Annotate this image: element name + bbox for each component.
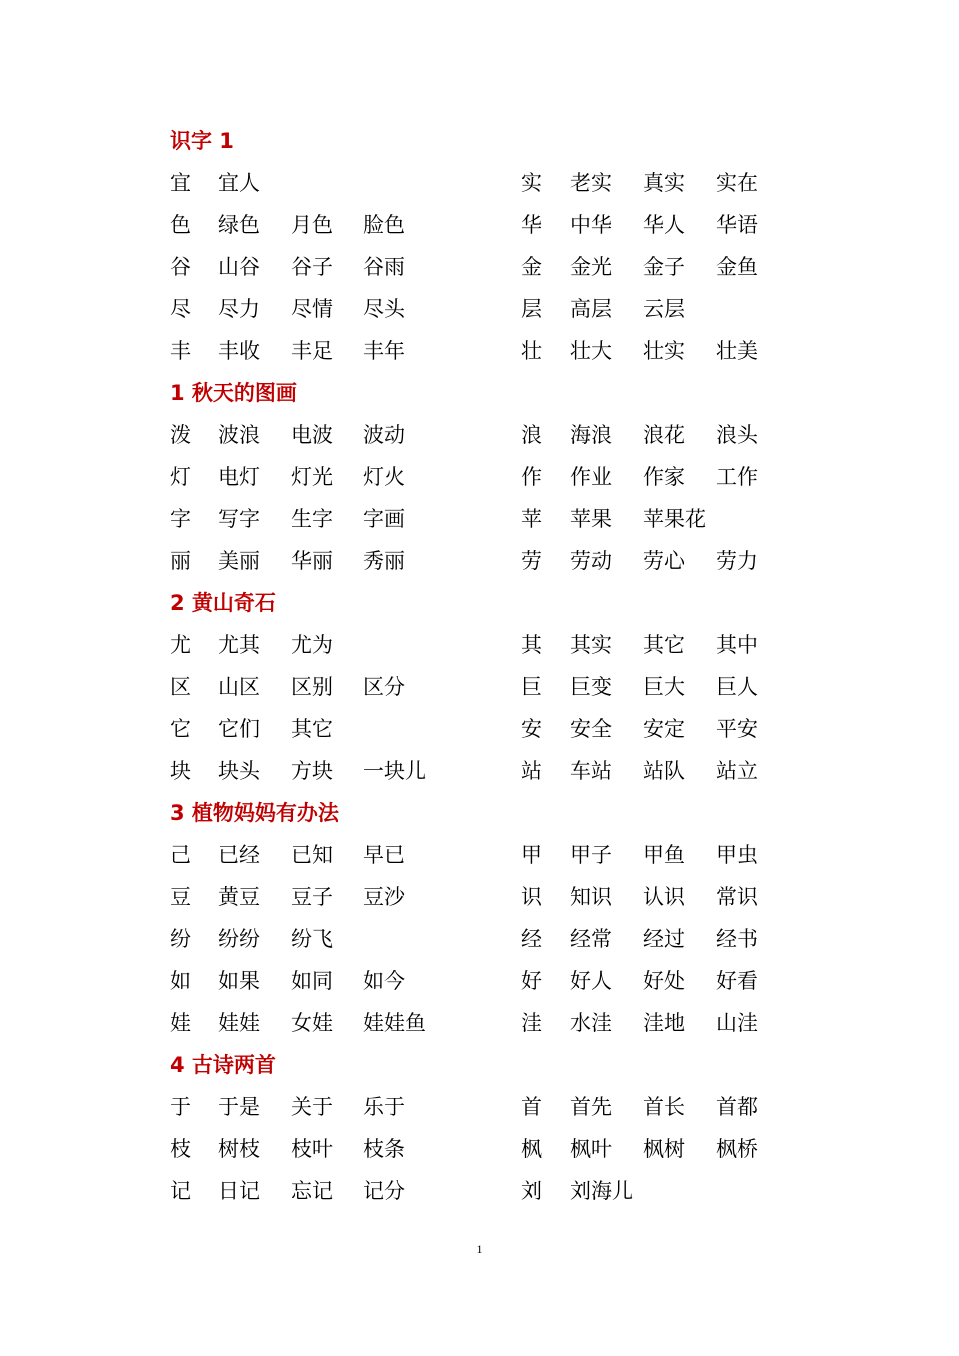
vocab-word: 首先 — [570, 1095, 612, 1119]
vocab-word: 尽头 — [363, 297, 405, 321]
vocab-word: 金子 — [643, 255, 685, 279]
vocab-word: 纷纷 — [218, 927, 260, 951]
vocab-word: 于是 — [218, 1095, 260, 1119]
vocab-word: 丰足 — [291, 339, 333, 363]
vocab-word: 如同 — [291, 969, 333, 993]
vocab-character: 刘 — [521, 1179, 542, 1203]
vocab-word: 区别 — [291, 675, 333, 699]
vocab-word: 乐于 — [363, 1095, 405, 1119]
vocab-word: 真实 — [643, 171, 685, 195]
vocab-word: 尤为 — [291, 633, 333, 657]
vocab-character: 娃 — [170, 1011, 191, 1035]
vocab-character: 作 — [521, 465, 542, 489]
vocab-word: 巨变 — [570, 675, 612, 699]
vocab-character: 记 — [170, 1179, 191, 1203]
vocab-word: 华人 — [643, 213, 685, 237]
vocab-character: 色 — [170, 213, 191, 237]
vocab-word: 好看 — [716, 969, 758, 993]
vocab-word: 知识 — [570, 885, 612, 909]
vocab-word: 树枝 — [218, 1137, 260, 1161]
vocab-word: 如果 — [218, 969, 260, 993]
vocab-word: 记分 — [363, 1179, 405, 1203]
vocab-character: 壮 — [521, 339, 542, 363]
vocab-word: 华丽 — [291, 549, 333, 573]
vocab-character: 丰 — [170, 339, 191, 363]
vocab-word: 方块 — [291, 759, 333, 783]
vocab-character: 丽 — [170, 549, 191, 573]
vocab-word: 绿色 — [218, 213, 260, 237]
vocab-word: 女娃 — [291, 1011, 333, 1035]
vocab-word: 站立 — [716, 759, 758, 783]
vocab-word: 尽情 — [291, 297, 333, 321]
vocab-word: 甲鱼 — [643, 843, 685, 867]
vocab-word: 苹果花 — [643, 507, 706, 531]
vocab-character: 于 — [170, 1095, 191, 1119]
vocab-character: 泼 — [170, 423, 191, 447]
vocab-word: 首都 — [716, 1095, 758, 1119]
vocab-word: 认识 — [643, 885, 685, 909]
vocab-word: 写字 — [218, 507, 260, 531]
vocab-word: 电波 — [291, 423, 333, 447]
vocab-word: 枝条 — [363, 1137, 405, 1161]
vocab-word: 其它 — [291, 717, 333, 741]
vocab-word: 老实 — [570, 171, 612, 195]
vocab-word: 电灯 — [218, 465, 260, 489]
vocab-character: 苹 — [521, 507, 542, 531]
vocab-word: 丰年 — [363, 339, 405, 363]
vocab-word: 如今 — [363, 969, 405, 993]
vocab-character: 实 — [521, 171, 542, 195]
vocab-word: 车站 — [570, 759, 612, 783]
vocab-word: 常识 — [716, 885, 758, 909]
vocab-word: 生字 — [291, 507, 333, 531]
vocab-character: 灯 — [170, 465, 191, 489]
vocab-word: 安全 — [570, 717, 612, 741]
vocab-word: 好人 — [570, 969, 612, 993]
vocab-word: 美丽 — [218, 549, 260, 573]
vocab-word: 秀丽 — [363, 549, 405, 573]
vocab-word: 作家 — [643, 465, 685, 489]
vocab-word: 山洼 — [716, 1011, 758, 1035]
vocab-word: 浪花 — [643, 423, 685, 447]
vocab-word: 华语 — [716, 213, 758, 237]
vocab-character: 好 — [521, 969, 542, 993]
vocab-character: 首 — [521, 1095, 542, 1119]
vocab-character: 经 — [521, 927, 542, 951]
vocab-character: 区 — [170, 675, 191, 699]
vocab-word: 经常 — [570, 927, 612, 951]
vocab-character: 金 — [521, 255, 542, 279]
vocab-word: 豆沙 — [363, 885, 405, 909]
vocab-word: 金光 — [570, 255, 612, 279]
section-heading: 2 黄山奇石 — [170, 591, 276, 615]
vocab-word: 灯光 — [291, 465, 333, 489]
vocab-word: 已知 — [291, 843, 333, 867]
vocab-word: 壮实 — [643, 339, 685, 363]
vocab-word: 站队 — [643, 759, 685, 783]
vocab-word: 已经 — [218, 843, 260, 867]
vocab-word: 枫桥 — [716, 1137, 758, 1161]
vocab-word: 巨大 — [643, 675, 685, 699]
vocab-word: 海浪 — [570, 423, 612, 447]
vocab-character: 其 — [521, 633, 542, 657]
vocab-word: 尤其 — [218, 633, 260, 657]
section-heading: 识字 1 — [170, 129, 234, 153]
vocab-character: 己 — [170, 843, 191, 867]
vocab-word: 忘记 — [291, 1179, 333, 1203]
vocab-word: 刘海儿 — [570, 1179, 633, 1203]
vocab-word: 波动 — [363, 423, 405, 447]
vocab-character: 块 — [170, 759, 191, 783]
vocab-word: 浪头 — [716, 423, 758, 447]
vocab-character: 巨 — [521, 675, 542, 699]
vocab-word: 工作 — [716, 465, 758, 489]
vocab-word: 劳心 — [643, 549, 685, 573]
vocab-character: 宜 — [170, 171, 191, 195]
vocab-word: 宜人 — [218, 171, 260, 195]
vocab-word: 关于 — [291, 1095, 333, 1119]
vocab-word: 娃娃鱼 — [363, 1011, 426, 1035]
vocab-character: 字 — [170, 507, 191, 531]
vocab-word: 云层 — [643, 297, 685, 321]
vocab-word: 山区 — [218, 675, 260, 699]
vocab-word: 枫树 — [643, 1137, 685, 1161]
vocab-word: 高层 — [570, 297, 612, 321]
vocab-word: 字画 — [363, 507, 405, 531]
vocab-character: 枝 — [170, 1137, 191, 1161]
vocab-word: 其它 — [643, 633, 685, 657]
vocab-word: 区分 — [363, 675, 405, 699]
vocab-character: 劳 — [521, 549, 542, 573]
vocab-word: 脸色 — [363, 213, 405, 237]
vocab-character: 豆 — [170, 885, 191, 909]
vocab-character: 纷 — [170, 927, 191, 951]
vocab-character: 如 — [170, 969, 191, 993]
vocab-word: 波浪 — [218, 423, 260, 447]
vocab-word: 其中 — [716, 633, 758, 657]
vocab-word: 谷雨 — [363, 255, 405, 279]
vocab-word: 枫叶 — [570, 1137, 612, 1161]
vocab-word: 甲子 — [570, 843, 612, 867]
vocab-character: 站 — [521, 759, 542, 783]
vocab-word: 日记 — [218, 1179, 260, 1203]
page-number: 1 — [476, 1242, 483, 1256]
vocab-character: 尤 — [170, 633, 191, 657]
vocab-word: 实在 — [716, 171, 758, 195]
vocab-word: 块头 — [218, 759, 260, 783]
vocab-word: 丰收 — [218, 339, 260, 363]
vocab-character: 识 — [521, 885, 542, 909]
vocab-word: 水洼 — [570, 1011, 612, 1035]
vocab-word: 其实 — [570, 633, 612, 657]
vocab-character: 谷 — [170, 255, 191, 279]
vocab-word: 劳动 — [570, 549, 612, 573]
vocab-word: 月色 — [291, 213, 333, 237]
section-heading: 4 古诗两首 — [170, 1053, 276, 1077]
vocab-word: 经书 — [716, 927, 758, 951]
vocab-word: 经过 — [643, 927, 685, 951]
vocab-character: 甲 — [521, 843, 542, 867]
vocab-word: 黄豆 — [218, 885, 260, 909]
vocab-word: 作业 — [570, 465, 612, 489]
vocab-character: 尽 — [170, 297, 191, 321]
vocab-word: 甲虫 — [716, 843, 758, 867]
vocab-word: 枝叶 — [291, 1137, 333, 1161]
vocab-word: 金鱼 — [716, 255, 758, 279]
vocab-word: 平安 — [716, 717, 758, 741]
vocab-word: 首长 — [643, 1095, 685, 1119]
vocab-word: 一块儿 — [363, 759, 426, 783]
vocab-word: 劳力 — [716, 549, 758, 573]
vocab-character: 浪 — [521, 423, 542, 447]
vocab-character: 华 — [521, 213, 542, 237]
vocab-word: 灯火 — [363, 465, 405, 489]
vocab-word: 好处 — [643, 969, 685, 993]
vocab-word: 巨人 — [716, 675, 758, 699]
vocab-character: 洼 — [521, 1011, 542, 1035]
vocab-word: 安定 — [643, 717, 685, 741]
vocab-word: 壮美 — [716, 339, 758, 363]
vocab-word: 山谷 — [218, 255, 260, 279]
vocab-word: 洼地 — [643, 1011, 685, 1035]
vocab-word: 纷飞 — [291, 927, 333, 951]
vocab-word: 谷子 — [291, 255, 333, 279]
section-heading: 1 秋天的图画 — [170, 381, 297, 405]
vocab-word: 娃娃 — [218, 1011, 260, 1035]
vocab-word: 豆子 — [291, 885, 333, 909]
section-heading: 3 植物妈妈有办法 — [170, 801, 339, 825]
vocab-character: 它 — [170, 717, 191, 741]
vocab-word: 尽力 — [218, 297, 260, 321]
vocab-character: 枫 — [521, 1137, 542, 1161]
vocab-word: 它们 — [218, 717, 260, 741]
vocab-character: 层 — [521, 297, 542, 321]
vocab-character: 安 — [521, 717, 542, 741]
vocab-word: 早已 — [363, 843, 405, 867]
vocab-word: 壮大 — [570, 339, 612, 363]
vocab-word: 中华 — [570, 213, 612, 237]
vocab-word: 苹果 — [570, 507, 612, 531]
